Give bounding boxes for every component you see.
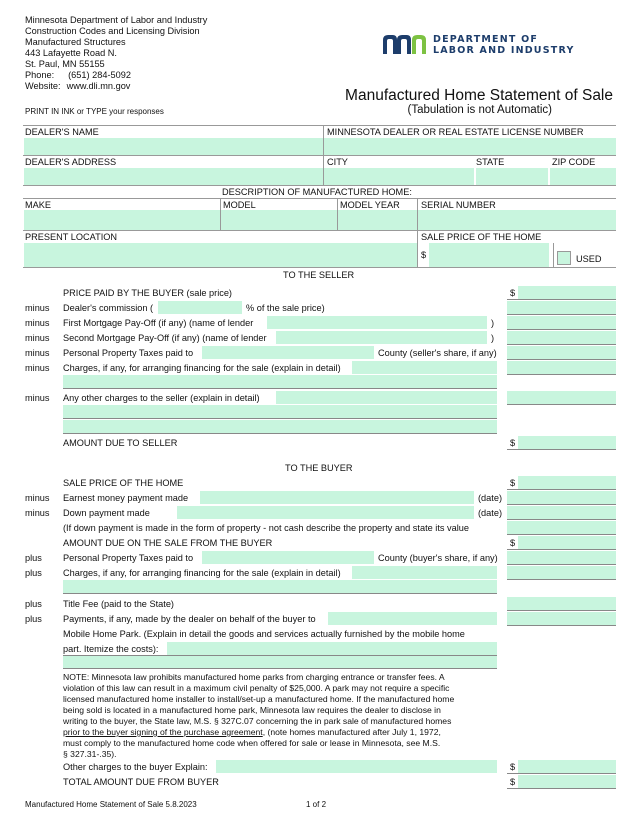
- buyer-taxes-suffix: County (buyer's share, if any): [378, 553, 498, 563]
- park-explain-line-1: Mobile Home Park. (Explain in detail the goods and services actually furnished by the mobile home: [63, 629, 465, 639]
- property-note: (If down payment is made in the form of property - not cash describe the property and state its value: [63, 523, 469, 533]
- present-location-label: PRESENT LOCATION: [25, 232, 118, 242]
- seller-other-charges-label: Any other charges to the seller (explain in detail): [63, 393, 260, 403]
- buyer-financing-explain-2[interactable]: [63, 580, 497, 593]
- earnest-money-label: Earnest money payment made: [63, 493, 189, 503]
- dli-logo: [383, 33, 583, 57]
- website-label: Website:: [25, 81, 61, 91]
- date-label: (date): [478, 508, 503, 518]
- zip-label: ZIP CODE: [552, 157, 596, 167]
- make-label: MAKE: [25, 200, 52, 210]
- first-mortgage-amount[interactable]: [507, 316, 616, 329]
- buyer-financing-label: Charges, if any, for arranging financing for the sale (explain in detail): [63, 568, 341, 578]
- state-field[interactable]: [476, 168, 548, 185]
- agency-line: 443 Lafayette Road N.: [25, 48, 117, 58]
- seller-financing-label: Charges, if any, for arranging financing for the sale (explain in detail): [63, 363, 341, 373]
- buyer-taxes-county-field[interactable]: [202, 551, 374, 564]
- close-paren: ): [491, 333, 495, 343]
- note-line: NOTE: Minnesota law prohibits manufactured home parks from charging entrance or transfer fees. A: [63, 672, 445, 682]
- commission-label: Dealer's commission (: [63, 303, 154, 313]
- seller-taxes-amount[interactable]: [507, 346, 616, 359]
- zip-field[interactable]: [550, 168, 616, 185]
- page-number: 1 of 2: [306, 800, 327, 809]
- buyer-other-amount[interactable]: [518, 760, 616, 773]
- model-field[interactable]: [221, 210, 337, 230]
- seller-taxes-county-field[interactable]: [202, 346, 374, 359]
- first-mortgage-lender-field[interactable]: [267, 316, 487, 329]
- agency-address-block: [25, 15, 207, 92]
- minus-label: minus: [25, 393, 50, 403]
- agency-line: Manufactured Structures: [25, 37, 126, 47]
- model-year-label: MODEL YEAR: [340, 200, 400, 210]
- minus-label: minus: [25, 318, 50, 328]
- seller-other-explain-2[interactable]: [63, 405, 497, 418]
- plus-label: plus: [25, 568, 42, 578]
- second-mortgage-label: Second Mortgage Pay-Off (if any) (name of lender: [63, 333, 267, 343]
- park-itemize-field-1[interactable]: [167, 642, 497, 655]
- city-field[interactable]: [324, 168, 474, 185]
- dealer-payments-label: Payments, if any, made by the dealer on behalf of the buyer to: [63, 614, 316, 624]
- make-field[interactable]: [24, 210, 220, 230]
- seller-other-explain-1[interactable]: [276, 391, 497, 404]
- buyer-heading: TO THE BUYER: [285, 463, 353, 473]
- logo-text: [433, 34, 575, 56]
- sale-price-field[interactable]: [429, 243, 549, 267]
- down-payment-date-field[interactable]: [177, 506, 474, 519]
- logo-line-1: DEPARTMENT OF: [433, 34, 539, 45]
- state-label: STATE: [476, 157, 505, 167]
- serial-number-field[interactable]: [418, 210, 616, 230]
- website-url: www.dli.mn.gov: [66, 81, 131, 91]
- amount-due-seller-label: AMOUNT DUE TO SELLER: [63, 438, 178, 448]
- dealer-address-field[interactable]: [24, 168, 323, 185]
- agency-line: Construction Codes and Licensing Division: [25, 26, 200, 36]
- buyer-financing-amount[interactable]: [507, 566, 616, 579]
- commission-percent-field[interactable]: [158, 301, 242, 314]
- logo-line-2: LABOR AND INDUSTRY: [433, 45, 575, 56]
- note-line: being sold is located in a manufactured home park, Minnesota law requires the dealer to disclose in: [63, 705, 441, 715]
- dealer-payments-park-field[interactable]: [328, 612, 497, 625]
- seller-other-amount[interactable]: [507, 391, 616, 404]
- note-after-underline: , (note homes manufactured after July 1, 1972,: [262, 727, 441, 737]
- phone-line: [25, 70, 207, 81]
- minus-label: minus: [25, 493, 50, 503]
- license-number-field[interactable]: [324, 138, 616, 155]
- price-paid-label: PRICE PAID BY THE BUYER (sale price): [63, 288, 232, 298]
- property-value-amount[interactable]: [507, 521, 616, 534]
- park-itemize-field-2[interactable]: [63, 656, 497, 668]
- seller-financing-amount[interactable]: [507, 361, 616, 374]
- date-label: (date): [478, 493, 503, 503]
- dollar-sign: $: [510, 762, 516, 772]
- sale-price-label: SALE PRICE OF THE HOME: [421, 232, 542, 242]
- note-line: [63, 727, 503, 738]
- seller-taxes-suffix: County (seller's share, if any): [378, 348, 497, 358]
- website-line: [25, 81, 207, 92]
- amount-due-sale-label: AMOUNT DUE ON THE SALE FROM THE BUYER: [63, 538, 273, 548]
- dollar-sign: $: [510, 538, 516, 548]
- dealer-address-label: DEALER'S ADDRESS: [25, 157, 117, 167]
- dealer-name-field[interactable]: [24, 138, 323, 155]
- buyer-taxes-label: Personal Property Taxes paid to: [63, 553, 194, 563]
- description-heading: DESCRIPTION OF MANUFACTURED HOME:: [222, 187, 412, 197]
- page-subtitle: (Tabulation is not Automatic): [407, 104, 552, 116]
- amount-due-seller-field[interactable]: [518, 436, 616, 449]
- title-fee-amount[interactable]: [507, 597, 616, 610]
- dli-logo-mark-icon: [383, 34, 427, 56]
- earnest-money-date-field[interactable]: [200, 491, 474, 504]
- second-mortgage-amount[interactable]: [507, 331, 616, 344]
- plus-label: plus: [25, 614, 42, 624]
- park-explain-line-2: part. Itemize the costs):: [63, 644, 159, 654]
- earnest-money-amount[interactable]: [507, 491, 616, 504]
- minus-label: minus: [25, 348, 50, 358]
- seller-financing-explain-1[interactable]: [352, 361, 497, 374]
- minus-label: minus: [25, 363, 50, 373]
- dollar-sign: $: [510, 438, 516, 448]
- serial-number-label: SERIAL NUMBER: [421, 200, 496, 210]
- phone-label: Phone:: [25, 70, 55, 80]
- commission-suffix: % of the sale price): [246, 303, 325, 313]
- minus-label: minus: [25, 333, 50, 343]
- plus-label: plus: [25, 599, 42, 609]
- total-due-buyer-field[interactable]: [518, 775, 616, 788]
- dollar-sign: $: [510, 478, 516, 488]
- seller-taxes-label: Personal Property Taxes paid to: [63, 348, 194, 358]
- seller-heading: TO THE SELLER: [283, 270, 355, 280]
- seller-other-explain-3[interactable]: [63, 420, 497, 433]
- form-name-footer: Manufactured Home Statement of Sale 5.8.2023: [25, 800, 197, 809]
- total-due-buyer-label: TOTAL AMOUNT DUE FROM BUYER: [63, 777, 219, 787]
- buyer-sale-price-label: SALE PRICE OF THE HOME: [63, 478, 184, 488]
- note-underlined: prior to the buyer signing of the purchase agreement: [63, 727, 263, 737]
- down-payment-label: Down payment made: [63, 508, 150, 518]
- title-fee-label: Title Fee (paid to the State): [63, 599, 174, 609]
- park-law-note: [63, 672, 503, 760]
- print-instruction: PRINT IN INK or TYPE your responses: [25, 107, 164, 116]
- dealer-payments-amount[interactable]: [507, 612, 616, 625]
- used-checkbox[interactable]: [557, 251, 571, 265]
- note-line: § 327.31-.35).: [63, 749, 117, 759]
- buyer-taxes-amount[interactable]: [507, 551, 616, 564]
- note-line: licensed manufactured home installer to install/set-up a manufactured home. If the manufactured home: [63, 694, 455, 704]
- license-number-label: MINNESOTA DEALER OR REAL ESTATE LICENSE NUMBER: [327, 127, 584, 137]
- note-line: must comply to the manufactured home code when offered for sale or lease in Minnesota, see M.S.: [63, 738, 441, 748]
- buyer-other-explain-field[interactable]: [216, 760, 497, 773]
- present-location-field[interactable]: [24, 243, 417, 267]
- minus-label: minus: [25, 508, 50, 518]
- note-line: violation of this law can result in a maximum civil penalty of $25,000. A park may not require a specific: [63, 683, 450, 693]
- buyer-other-charges-label: Other charges to the buyer Explain:: [63, 762, 208, 772]
- dollar-sign: $: [510, 777, 516, 787]
- seller-financing-explain-2[interactable]: [63, 375, 497, 388]
- model-year-field[interactable]: [338, 210, 417, 230]
- dealer-name-label: DEALER'S NAME: [25, 127, 99, 137]
- second-mortgage-lender-field[interactable]: [276, 331, 487, 344]
- model-label: MODEL: [223, 200, 256, 210]
- agency-line: Minnesota Department of Labor and Industry: [25, 15, 208, 25]
- plus-label: plus: [25, 553, 42, 563]
- down-payment-amount[interactable]: [507, 506, 616, 519]
- sale-price-dollar: $: [421, 250, 427, 260]
- agency-line: St. Paul, MN 55155: [25, 59, 105, 69]
- amount-due-sale-field[interactable]: [518, 536, 616, 549]
- note-line: writing to the buyer, the State law, M.S. § 327C.07 concerning the in park sale of manufactured homes: [63, 716, 452, 726]
- price-paid-amount[interactable]: [518, 286, 616, 299]
- close-paren: ): [491, 318, 495, 328]
- dollar-sign: $: [510, 288, 516, 298]
- buyer-financing-explain-1[interactable]: [352, 566, 497, 579]
- buyer-sale-price-field[interactable]: [518, 476, 616, 489]
- phone-number: (651) 284-5092: [68, 70, 131, 80]
- minus-label: minus: [25, 303, 50, 313]
- used-label: USED: [576, 254, 602, 264]
- city-label: CITY: [327, 157, 348, 167]
- first-mortgage-label: First Mortgage Pay-Off (if any) (name of lender: [63, 318, 254, 328]
- commission-amount[interactable]: [507, 301, 616, 314]
- page-title: Manufactured Home Statement of Sale: [345, 87, 613, 104]
